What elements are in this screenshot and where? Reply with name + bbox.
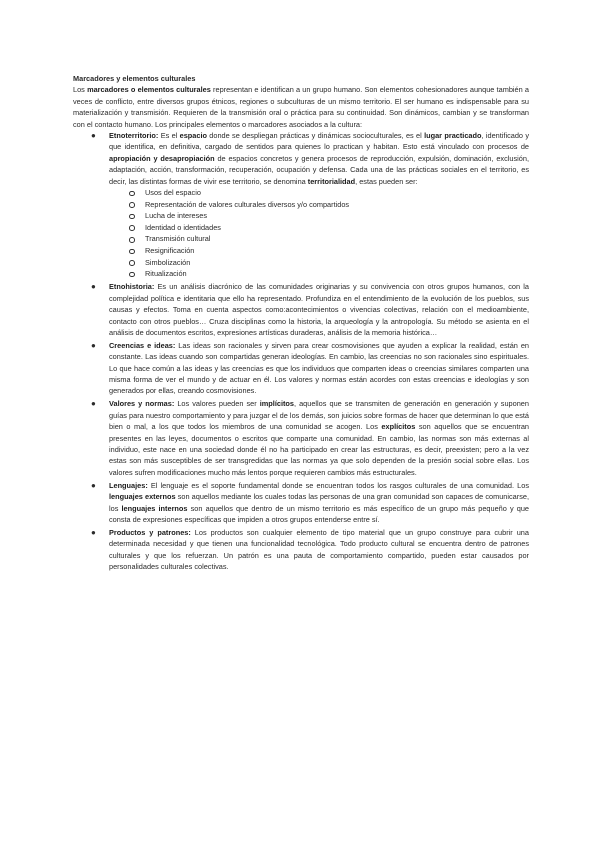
list-item-valores: ● Valores y normas: Los valores pueden ser implícitos, aquellos que se transmiten de generación en generación y suponen guías para nuestro comportamiento y para juzgar el de los demás, son juicios sobre formas de hacer que determinan lo que está bien o mal, a los que todos los miembros de una comunidad se acogen. Los explícitos son aquellos que se encuentran presentes en las leyes, documentos o escritos que comparte una comunidad. En cambio, las normas son más externas al individuo, este nace en una sociedad donde él no ha participado en crear las estructuras, es decir, preexisten; pero a la vez estas son más susceptibles de ser transgredidas que las normas ya que solo dependen de la presión social sobre ellas. Los valores sufren modificaciones mucho más lentos porque requieren cambios más estructurales.	[91, 399, 529, 477]
bullet-icon: ●	[91, 399, 96, 409]
territorialidad-sublist	[109, 187, 529, 280]
sublist-item: Identidad o identidades	[109, 222, 529, 234]
list-item-lenguajes: ● Lenguajes: El lenguaje es el soporte fundamental donde se encuentran todos los rasgos culturales de una comunidad. Los lenguajes externos son aquellos mediante los cuales todas las personas de una gran comunidad son capaces de comunicarse, los lenguajes internos son aquellos que dentro de un mismo territorio es más específico de un grupo más pequeño y que consta de expresiones específicas que impiden a otros grupos entenderse entre sí.	[91, 480, 530, 524]
list-item-productos: ● Productos y patrones: Los productos son cualquier elemento de tipo material que un grupo construye para cubrir una determinada necesidad y que tienen una funcionalidad tecnológica. Todo producto cultural se encuentra dentro de patrones culturales y que los refuerzan. Un patrón es una pauta de comportamiento compartido, pueden estar causados por personalidades culturales colectivas.	[91, 527, 529, 572]
circle-bullet-icon	[129, 249, 135, 255]
term-label: Lenguajes:	[109, 480, 148, 490]
sublist-item: Lucha de intereses	[109, 210, 529, 222]
circle-bullet-icon	[129, 191, 135, 197]
document-title: Marcadores y elementos culturales	[73, 74, 196, 83]
term-label: Etnohistoria:	[109, 282, 155, 292]
bullet-icon: ●	[91, 480, 96, 490]
list-item-etnoterritorio: ● Etnoterritorio: Es el espacio donde se despliegan prácticas y dinámicas socioculturales, es el lugar practicado, identificado y que identifica, en definitiva, cargado de sentidos para quienes lo practican y habitan. Esto está vinculado con procesos de apropiación y desapropiación de espacios concretos y genera procesos de reproducción, expulsión, dominación, exclusión, adaptación, acción, transformación, recuperación, ocupación y defensa. Cada una de las prácticas sociales en el territorio, es decir, las distintas formas de vivir ese territorio, se denomina territorialidad, estas pueden ser: Usos del espacio Representación de valores culturales diversos y/o compartidos Lucha de intereses Identidad o identidades Transmisión cultural Resignificación Simbolización Ritualización	[91, 131, 530, 279]
sublist-item: Usos del espacio	[109, 187, 529, 199]
circle-bullet-icon	[129, 214, 135, 220]
term-label: Creencias e ideas:	[109, 340, 176, 350]
circle-bullet-icon	[129, 202, 135, 208]
term-label: Etnoterritorio:	[109, 131, 159, 141]
intro-paragraph: Los marcadores o elementos culturales representan e identifican a un grupo humano. Son elementos cohesionadores aunque también a veces de conflicto, entre diversos grupos étnicos, regiones o subculturas de un mismo territorio. El ser humano es indispensable para su materialización y transmisión. Requieren de la transmisión oral o práctica para su continuidad. Son dinámicos, cambian y se transforman con el contacto humano. Los principales elementos o marcadores asociados a la cultura:	[73, 85, 530, 129]
bullet-icon: ●	[91, 527, 96, 537]
sublist-item: Resignificación	[109, 245, 529, 257]
sublist-item: Transmisión cultural	[109, 233, 529, 245]
sublist-item: Ritualización	[109, 268, 529, 280]
circle-bullet-icon	[129, 225, 135, 231]
term-label: Productos y patrones:	[109, 527, 191, 537]
circle-bullet-icon	[129, 260, 135, 266]
bullet-icon: ●	[91, 131, 96, 141]
circle-bullet-icon	[129, 272, 135, 278]
markers-list	[73, 130, 529, 572]
sublist-item: Representación de valores culturales diversos y/o compartidos	[109, 199, 529, 211]
sublist-item: Simbolización	[109, 257, 529, 269]
bullet-icon: ●	[91, 282, 96, 292]
term-label: Valores y normas:	[109, 399, 175, 409]
list-item-creencias: ● Creencias e ideas: Las ideas son racionales y sirven para crear cosmovisiones que ayuden a explicar la realidad, están en constante. Las ideas cuando son compartidas generan ideologías. En cambio, las creencias no son racionales sino espirituales. Lo que hace común a las ideas y las creencias es que los individuos que comparten ideas o creencias similares comparten una misma forma de ver el mundo y de actuar en él. Los valores y normas están acordes con estas creencias e ideologías y son generados por ellas, creando cosmovisiones.	[91, 340, 529, 396]
bullet-icon: ●	[91, 340, 96, 350]
circle-bullet-icon	[129, 237, 135, 243]
list-item-etnohistoria: ● Etnohistoria: Es un análisis diacrónico de las comunidades originarias y su convivencia con otros grupos humanos, con la complejidad política e identitaria que ello ha representado. Profundiza en el entendimiento de la evolución de los pueblos, sus causas y efectos. Toma en cuenta aspectos como:acontecimientos o vivencias colectivas, relación con el medioambiente, contacto con otros pueblos… Cruza disciplinas como la historia, la arqueología y la antropología. Su método se asienta en el análisis de documentos escritos, expresiones artísticas duraderas, análisis de la memoria histórica…	[91, 282, 529, 337]
document-body	[73, 73, 529, 574]
